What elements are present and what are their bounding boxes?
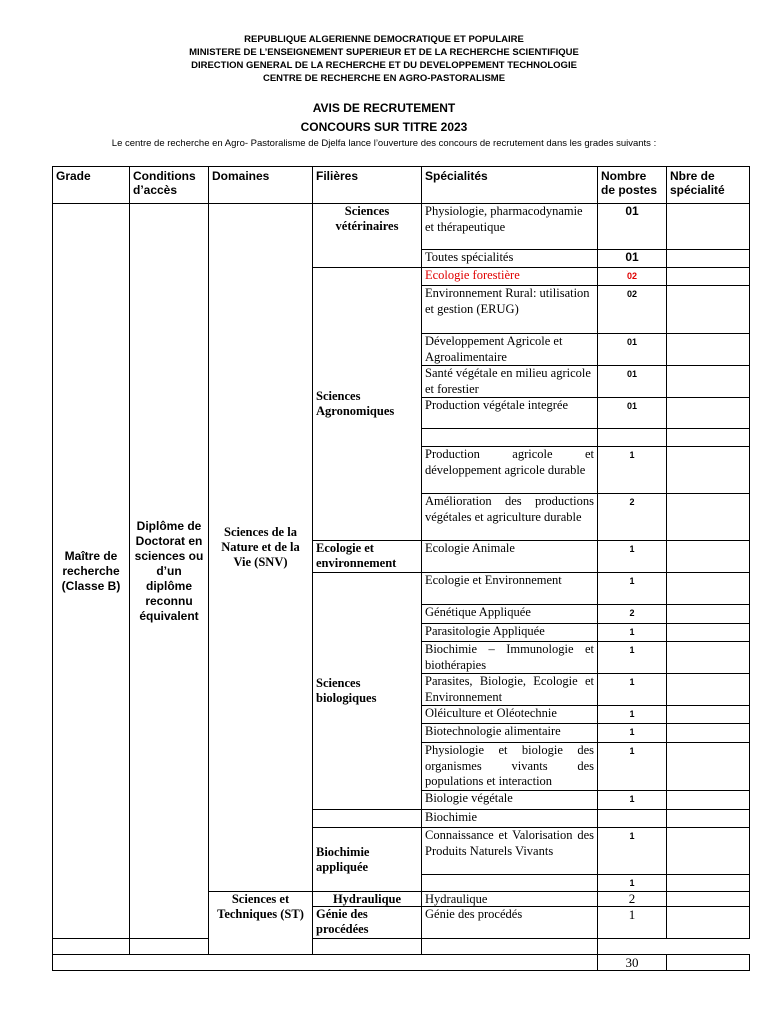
nbre-specialite-cell — [667, 892, 750, 907]
nbre-specialite-cell — [667, 724, 750, 743]
specialite-cell: Physiologie, pharmacodynamie et thérapeutique — [422, 204, 598, 250]
header-nombre-postes: Nombre de postes — [598, 167, 667, 204]
total-label-cell — [53, 955, 598, 971]
header-specialites: Spécialités — [422, 167, 598, 204]
filiere-genie: Génie des procédées — [313, 907, 422, 939]
nombre-postes-cell: 1 — [598, 743, 667, 791]
header-ministry: MINISTERE DE L’ENSEIGNEMENT SUPERIEUR ET DE LA RECHERCHE SCIENTIFIQUE — [189, 47, 579, 58]
filiere-biologiques: Sciences biologiques — [313, 573, 422, 810]
header-grade: Grade — [53, 167, 130, 204]
nombre-postes-cell: 2 — [598, 892, 667, 907]
nbre-specialite-cell — [667, 907, 750, 939]
recruitment-table — [52, 166, 750, 971]
nombre-postes-cell: 2 — [598, 494, 667, 541]
nbre-specialite-cell — [667, 398, 750, 429]
nbre-specialite-cell — [667, 875, 750, 892]
specialite-cell: Hydraulique — [422, 892, 598, 907]
specialite-cell: Environnement Rural: utilisation et gestion (ERUG) — [422, 286, 598, 334]
nombre-postes-cell: 2 — [598, 605, 667, 624]
specialite-cell: Production végétale integrée — [422, 398, 598, 429]
header-filieres: Filières — [313, 167, 422, 204]
filiere-empty — [53, 939, 130, 955]
header-conditions: Conditions d’accès — [130, 167, 209, 204]
intro-text: Le centre de recherche en Agro- Pastoralisme de Djelfa lance l’ouverture des concours de recrutement dans les grades suivants : — [111, 138, 657, 149]
nbre-specialite-cell — [667, 250, 750, 268]
nombre-postes-cell: 02 — [598, 286, 667, 334]
nbre-specialite-cell — [667, 706, 750, 724]
nbre-specialite-cell — [667, 494, 750, 541]
header-republic: REPUBLIQUE ALGERIENNE DEMOCRATIQUE ET POPULAIRE — [244, 34, 524, 45]
specialite-cell: Ecologie forestière — [422, 268, 598, 286]
specialite-cell: Physiologie et biologie des organismes vivants des populations et interaction — [422, 743, 598, 791]
filiere-biochimie: Biochimie appliquée — [313, 828, 422, 892]
nombre-postes-cell: 01 — [598, 334, 667, 366]
nbre-specialite-cell — [667, 286, 750, 334]
nombre-postes-cell: 1 — [598, 624, 667, 642]
nbre-specialite-cell — [422, 939, 598, 955]
nbre-specialite-cell — [667, 605, 750, 624]
specialite-cell: Biochimie – Immunologie et biothérapies — [422, 642, 598, 674]
nombre-postes-cell: 1 — [598, 642, 667, 674]
filiere-hydraulique: Hydraulique — [313, 892, 422, 907]
total-value: 30 — [598, 955, 667, 971]
nbre-specialite-cell — [667, 791, 750, 810]
nbre-specialite-cell — [667, 447, 750, 494]
specialite-cell — [130, 939, 209, 955]
specialite-cell: Ecologie et Environnement — [422, 573, 598, 605]
nombre-postes-cell: 1 — [598, 447, 667, 494]
doc-subtitle: CONCOURS SUR TITRE 2023 — [300, 120, 468, 134]
specialite-cell: Biologie végétale — [422, 791, 598, 810]
filiere-empty — [313, 810, 422, 828]
nbre-specialite-cell — [667, 828, 750, 875]
specialite-cell — [422, 429, 598, 447]
specialite-cell: Biotechnologie alimentaire — [422, 724, 598, 743]
specialite-cell: Parasitologie Appliquée — [422, 624, 598, 642]
nombre-postes-cell: 1 — [598, 907, 667, 939]
nombre-postes-cell: 01 — [598, 398, 667, 429]
specialite-cell: Oléiculture et Oléotechnie — [422, 706, 598, 724]
nbre-specialite-cell — [667, 810, 750, 828]
nbre-specialite-cell — [667, 541, 750, 573]
nombre-postes-cell: 1 — [598, 541, 667, 573]
nbre-specialite-cell — [667, 573, 750, 605]
specialite-cell: Développement Agricole et Agroalimentaire — [422, 334, 598, 366]
specialite-cell: Génie des procédés — [422, 907, 598, 939]
specialite-cell: Ecologie Animale — [422, 541, 598, 573]
domaine-snv: Sciences de la Nature et de la Vie (SNV) — [209, 204, 313, 892]
conditions-cell: Diplôme de Doctorat en sciences ou d’un diplôme reconnu équivalent — [130, 204, 209, 939]
header-domaines: Domaines — [209, 167, 313, 204]
filiere-ecologie: Ecologie et environnement — [313, 541, 422, 573]
header-nbre-specialite: Nbre de spécialité — [667, 167, 750, 204]
specialite-cell — [422, 875, 598, 892]
specialite-cell: Parasites, Biologie, Ecologie et Environnement — [422, 674, 598, 706]
nbre-specialite-cell — [667, 204, 750, 250]
nombre-postes-cell — [313, 939, 422, 955]
nombre-postes-cell: 01 — [598, 366, 667, 398]
nombre-postes-cell: 1 — [598, 674, 667, 706]
nbre-specialite-cell — [667, 674, 750, 706]
specialite-cell: Amélioration des productions végétales et agriculture durable — [422, 494, 598, 541]
nombre-postes-cell: 1 — [598, 573, 667, 605]
nombre-postes-cell: 01 — [598, 204, 667, 250]
specialite-cell: Toutes spécialités — [422, 250, 598, 268]
nbre-specialite-cell — [667, 642, 750, 674]
domaine-st: Sciences et Techniques (ST) — [209, 892, 313, 955]
total-empty-cell — [667, 955, 750, 971]
table-row — [53, 204, 750, 250]
nombre-postes-cell: 1 — [598, 828, 667, 875]
table-row — [53, 939, 750, 955]
specialite-cell: Biochimie — [422, 810, 598, 828]
table-header-row — [53, 167, 750, 204]
nbre-specialite-cell — [667, 624, 750, 642]
specialite-cell: Production agricole et développement agricole durable — [422, 447, 598, 494]
nbre-specialite-cell — [667, 366, 750, 398]
nombre-postes-cell: 01 — [598, 250, 667, 268]
total-row — [53, 955, 750, 971]
filiere-agronomiques: Sciences Agronomiques — [313, 268, 422, 541]
nbre-specialite-cell — [667, 268, 750, 286]
nombre-postes-cell: 1 — [598, 791, 667, 810]
header-direction: DIRECTION GENERAL DE LA RECHERCHE ET DU DEVELOPPEMENT TECHNOLOGIE — [191, 60, 577, 71]
nbre-specialite-cell — [667, 334, 750, 366]
nombre-postes-cell: 02 — [598, 268, 667, 286]
specialite-cell: Génétique Appliquée — [422, 605, 598, 624]
nombre-postes-cell — [598, 429, 667, 447]
nombre-postes-cell: 1 — [598, 724, 667, 743]
nombre-postes-cell — [598, 810, 667, 828]
nbre-specialite-cell — [667, 743, 750, 791]
nbre-specialite-cell — [667, 429, 750, 447]
filiere-veterinaires: Sciences vétérinaires — [313, 204, 422, 268]
header-centre: CENTRE DE RECHERCHE EN AGRO-PASTORALISME — [262, 73, 506, 84]
grade-cell: Maître de recherche (Classe B) — [53, 204, 130, 939]
nombre-postes-cell: 1 — [598, 875, 667, 892]
specialite-cell: Santé végétale en milieu agricole et forestier — [422, 366, 598, 398]
doc-title: AVIS DE RECRUTEMENT — [312, 101, 456, 115]
nombre-postes-cell: 1 — [598, 706, 667, 724]
specialite-cell: Connaissance et Valorisation des Produits Naturels Vivants — [422, 828, 598, 875]
